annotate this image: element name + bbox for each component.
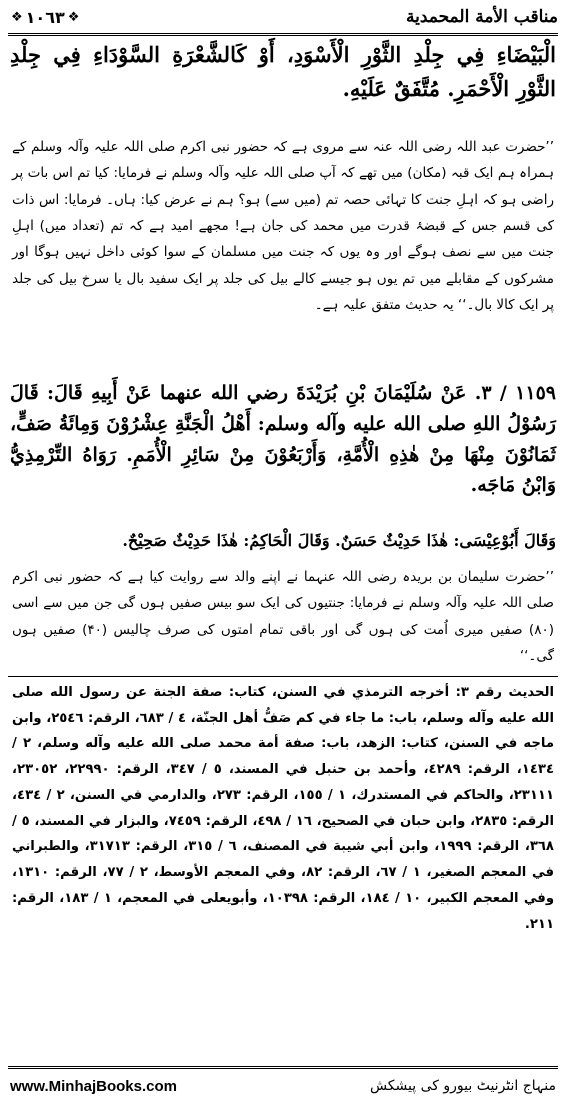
hadith-grading: وَقَالَ أَبُوْعِيْسَى: هٰذَا حَدِيْثٌ حَسَنٌ. وَقَالَ الْحَاكِمُ: هٰذَا حَدِيْثٌ صَحِيْحٌ.: [122, 531, 556, 550]
ornament-right-icon: ❖: [67, 9, 80, 25]
urdu-translation-2: ’’حضرت سلیمان بن بریدہ رضی اللہ عنہما نے اپنے والد سے روایت کیا ہے کہ حضور نبی اکرم صلی اللہ علیہ وآلہ وسلم نے فرمایا: جنتیوں کی ایک سو بیس صفیں ہوں گی جن میں سے اسی (۸۰) صفیں میری اُمت کی ہوں گی اور باقی تمام امتوں کی صرف چالیس (۴۰) صفیں ہوں گی۔‘‘: [12, 569, 554, 664]
hadith-text: عَنْ سُلَيْمَانَ بْنِ بُرَيْدَةَ رضي الله عنهما عَنْ أَبِيهِ قَالَ: قَالَ رَسُوْلُ اللهِ صلى الله عليه وآله وسلم: أَهْلُ الْجَنَّةِ عِشْرُوْنَ وَمِائَةُ صَفٍّ، ثَمَانُوْنَ مِنْهَا مِنْ هٰذِهِ الْأُمَّةِ، وَأَرْبَعُوْنَ مِنْ سَائِرِ الْأُمَمِ. رَوَاهُ التِّرْمِذِيُّ وَابْنُ مَاجَه.: [10, 382, 556, 497]
header-rule: [8, 33, 558, 36]
references-rule: [8, 676, 558, 677]
page-number: ١٠٦٣: [25, 7, 65, 27]
hadith-number: ١١٥٩ / ٣.: [474, 382, 556, 404]
footer-rule: [8, 1066, 558, 1069]
references-footnote: الحديث رقم ٣: أخرجه الترمذي في السنن، كتاب: صفة الجنة عن رسول الله صلى الله عليه وآله وسلم، باب: ما جاء في كم صَفُّ أهل الجنّة، ٤ / ٦٨٣، الرقم: ٢٥٤٦، وابن ماجه في السنن، كتاب: الزهد، باب: صفة أمة محمد صلى الله عليه وآله وسلم، ٢ / ١٤٣٤، الرقم: ٤٢٨٩، وأحمد بن حنبل في المسند، ٥ / ٣٤٧، الرقم: ٢٢٩٩٠، ٢٣٠٥٢، ٢٣١١١، والحاكم في المستدرك، ١ / ١٥٥، الرقم: ٢٧٣، والدارمي في السنن، ٢ / ٤٣٤، الرقم: ٢٨٣٥، وابن حبان في الصحيح، ١٦ / ٤٩٨، الرقم: ٧٤٥٩، والبزار في المسند، ٥ / ٣٦٨، الرقم: ١٩٩٩، وابن أبي شيبة في المصنف، ٦ / ٣١٥، الرقم: ٣١٧١٣، والطبراني في المعجم الصغير، ١ / ٦٧، الرقم: ٨٢، وفي المعجم الأوسط، ٢ / ٧٧، الرقم: ١٣١٠، وفي المعجم الكبير، ١٠ / ١٨٤، الرقم: ١٠٣٩٨، وأبويعلى في المعجم، ١ / ١٨٣، الرقم: ٢١١.: [12, 685, 555, 932]
hadith-1159: [10, 378, 556, 501]
footer-publisher: منہاج انٹرنیٹ بیورو کی پیشکش: [369, 1078, 556, 1094]
footer-url-link[interactable]: www.MinhajBooks.com: [10, 1077, 177, 1095]
page-number-box: [8, 8, 82, 27]
page-header: [8, 2, 558, 32]
page-footer: [10, 1072, 556, 1100]
top-arabic-text: الْبَيْضَاءِ فِي جِلْدِ الثَّوْرِ الْأَسْوَدِ، أَوْ كَالشَّعْرَةِ السَّوْدَاءِ فِي جِلْدِ الثَّوْرِ الْأَحْمَرِ. مُتَّفَقٌ عَلَيْهِ.: [10, 42, 556, 101]
urdu-translation-1: ’’حضرت عبد اللہ رضی اللہ عنہ سے مروی ہے کہ حضور نبی اکرم صلی اللہ علیہ وآلہ وسلم کے ہمراہ ہم ایک قبہ (مکان) میں تھے کہ آپ صلی اللہ علیہ وآلہ وسلم نے فرمایا: کیا تم اس بات پر راضی ہو کہ اہلِ جنت کا تہائی حصہ تم (میں سے) ہو؟ ہم نے عرض کیا: ہاں۔ فرمایا: اس ذات کی قسم جس کے قبضۂ قدرت میں محمد کی جان ہے! مجھے امید ہے کہ تم (تعداد میں) اہلِ جنت میں سے نصف ہوگے اور وہ یوں کہ جنت میں مسلمان کے سوا کوئی داخل نہیں ہوگا اور مشرکوں کے مقابلے میں تم یوں ہو جیسے کالے بیل کی جلد پر ایک سفید بال یا سرخ بیل کی جلد پر ایک کالا بال۔‘‘ یہ حدیث متفق علیہ ہے۔: [12, 139, 554, 313]
ornament-left-icon: ❖: [11, 9, 23, 25]
header-title: مناقب الأمة المحمدية: [405, 7, 558, 27]
